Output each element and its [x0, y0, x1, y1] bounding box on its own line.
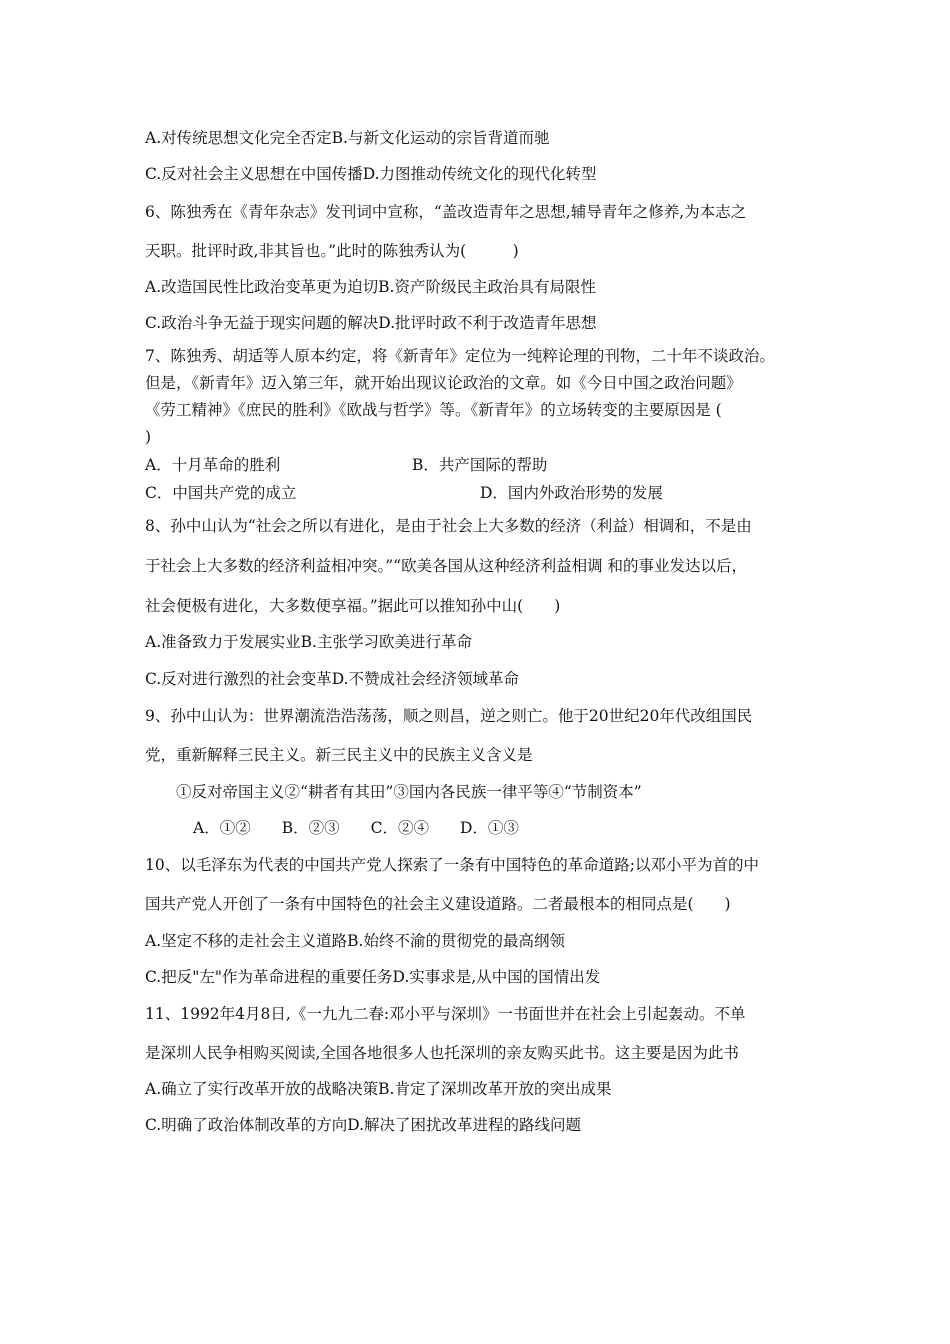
q8-options-ab: A.准备致力于发展实业B.主张学习欧美进行革命: [145, 633, 472, 651]
q7-stem-line1: 7、陈独秀、胡适等人原本约定，将《新青年》定位为一纯粹论理的刊物，二十年不谈政治。: [145, 347, 775, 365]
q6-options-ab: A.改造国民性比政治变革更为迫切B.资产阶级民主政治具有局限性: [145, 278, 596, 296]
q7-stem-line4: ): [145, 428, 152, 446]
q6-options-cd: C.政治斗争无益于现实问题的解决D.批评时政不利于改造青年思想: [145, 314, 597, 332]
q10-stem-line1: 10、以毛泽东为代表的中国共产党人探索了一条有中国特色的革命道路;以邓小平为首的中: [145, 856, 759, 874]
q11-stem-line2: 是深圳人民争相购买阅读,全国各地很多人也托深圳的亲友购买此书。这主要是因为此书: [145, 1044, 739, 1062]
q7-option-a: A．十月革命的胜利: [145, 456, 281, 474]
q7-stem-line3: 《劳工精神》《庶民的胜利》《欧战与哲学》等。《新青年》的立场转变的主要原因是 (: [145, 401, 722, 419]
q10-options-ab: A.坚定不移的走社会主义道路B.始终不渝的贯彻党的最高纲领: [145, 932, 565, 950]
q7-stem-line2: 但是，《新青年》迈入第三年，就开始出现议论政治的文章。如《今日中国之政治问题》: [145, 374, 742, 392]
q11-options-ab: A.确立了实行改革开放的战略决策B.肯定了深圳改革开放的突出成果: [145, 1080, 612, 1098]
q6-stem-line1: 6、陈独秀在《青年杂志》发刊词中宣称，“盖改造青年之思想,辅导青年之修养,为本志之: [145, 203, 747, 221]
q7-option-c: C．中国共产党的成立: [145, 484, 297, 502]
q5-options-ab: A.对传统思想文化完全否定B.与新文化运动的宗旨背道而驰: [145, 129, 550, 147]
q7-option-b: B．共产国际的帮助: [412, 456, 548, 474]
q9-stem-line2: 党，重新解释三民主义。新三民主义中的民族主义含义是: [145, 746, 533, 764]
q11-stem-line1: 11、1992年4月8日,《一九九二春:邓小平与深圳》一书面世并在社会上引起轰动。不单: [145, 1005, 746, 1023]
q8-stem-line1: 8、孙中山认为“社会之所以有进化，是由于社会上大多数的经济（利益）相调和，不是由: [145, 517, 752, 535]
q10-options-cd: C.把反"左"作为革命进程的重要任务D.实事求是,从中国的国情出发: [145, 968, 601, 986]
q11-options-cd: C.明确了政治体制改革的方向D.解决了困扰改革进程的路线问题: [145, 1116, 582, 1134]
q8-stem-line2: 于社会上大多数的经济利益相冲突。”“欧美各国从这种经济利益相调 和的事业发达以后，: [145, 557, 748, 575]
q8-options-cd: C.反对进行激烈的社会变革D.不赞成社会经济领域革命: [145, 670, 520, 688]
q6-stem-line2: 天职。批评时政,非其旨也。”此时的陈独秀认为( ): [145, 242, 519, 260]
q10-stem-line2: 国共产党人开创了一条有中国特色的社会主义建设道路。二者最根本的相同点是( ): [145, 895, 731, 913]
q9-options: A．①② B．②③ C．②④ D．①③: [193, 819, 519, 837]
q8-stem-line3: 社会便极有进化，大多数便享福。”据此可以推知孙中山( ): [145, 597, 561, 615]
q9-items: ①反对帝国主义②“耕者有其田”③国内各民族一律平等④“节制资本”: [176, 783, 642, 801]
q7-option-d: D．国内外政治形势的发展: [480, 484, 663, 502]
q9-stem-line1: 9、孙中山认为：世界潮流浩浩荡荡，顺之则昌，逆之则亡。他于20世纪20年代改组国民: [145, 707, 753, 725]
q5-options-cd: C.反对社会主义思想在中国传播D.力图推动传统文化的现代化转型: [145, 165, 597, 183]
